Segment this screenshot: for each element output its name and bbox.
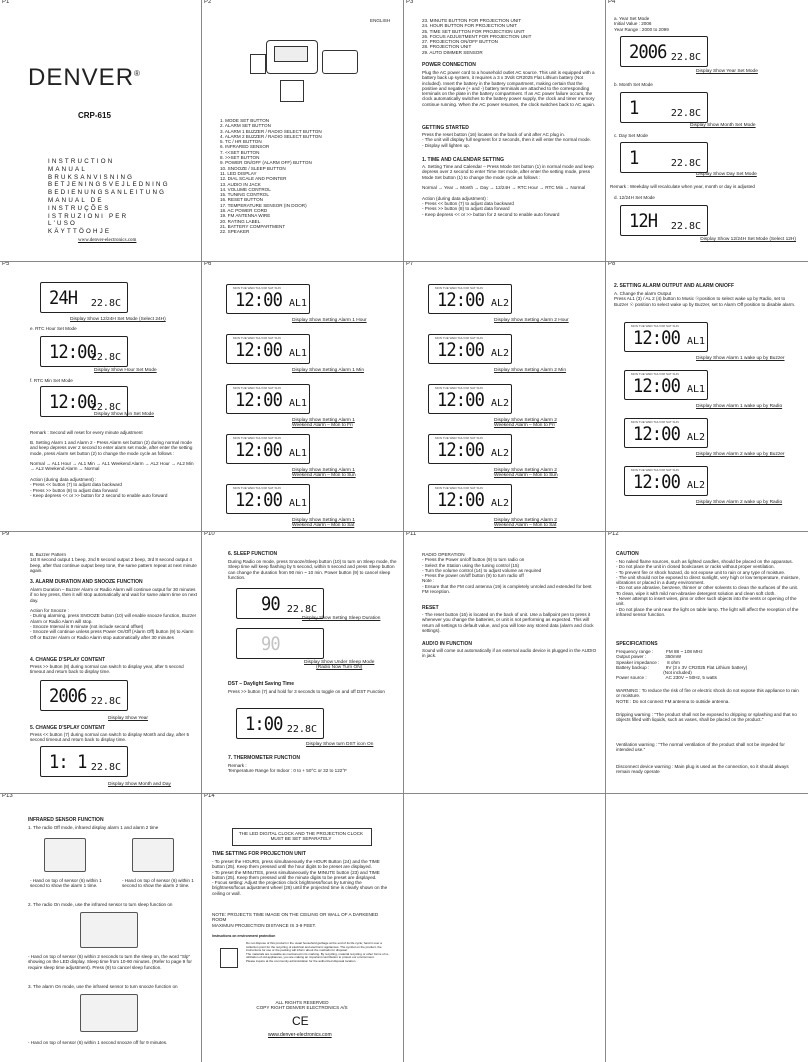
parts-list-2: 23. MINUTE BUTTON FOR PROJECTION UNIT 24. HOUR BUTTON FOR PROJECTION UNIT 25. TIME SET BUTTON FOR PROJECTION UNIT 26. FOCUS ADJUSTMENT FOR PROJECTION UNIT 27. PROJECTION ON/OFF BUTTON 28. PROJECTION UNIT 29. AUTO DIMMER SENSOR bbox=[422, 18, 532, 55]
weekday-indicators: MON TUE WED THU FRI SAT SUN bbox=[233, 336, 281, 340]
hand-sensor-icon bbox=[44, 838, 86, 872]
lcd-alarm-label: AL1 bbox=[289, 448, 308, 459]
lcd-alarm-label: AL2 bbox=[491, 498, 510, 509]
caption: Display Show Hour Set Mode bbox=[94, 368, 157, 373]
lcd-time: 12:00 bbox=[437, 289, 484, 311]
projection-heading: TIME SETTING FOR PROJECTION UNIT bbox=[212, 851, 306, 857]
lcd-alarm-label: AL2 bbox=[491, 298, 510, 309]
rtc-min-text: f. RTC Min Set Mode bbox=[30, 378, 73, 383]
lcd-value: 1:00 bbox=[245, 713, 283, 735]
day-mode-text: c. Day Set Mode bbox=[614, 133, 648, 138]
dst-heading: DST – Daylight Saving Time bbox=[228, 681, 295, 687]
ventilation-warning: Ventilation warning : "The normal ventilation of the product shall not be impeded for intended use." bbox=[616, 742, 785, 753]
weekday-indicators: MON TUE WED THU FRI SAT SUN bbox=[435, 386, 483, 390]
time-heading: 1. TIME AND CALENDAR SETTING bbox=[422, 157, 505, 163]
manual-lang: ISTRUZIONI PER L'USO bbox=[48, 212, 129, 228]
manual-lang: INSTRUCTION MANUAL bbox=[48, 158, 115, 173]
env-text: Do not dispose of this product in the usual household garbage at the end of its life cycle; hand it over a collection point for the recycling of electrical and electronic appliances. The symbol on the product, the instructions for use or the packing will inform about the methods for disposal. The materials are reusable as mentioned in its marking. By recycling, material recycling or other forms of re-utilization of old appliances, you are making an important contribution to protect our environment. Please inquire at the community administration for the authorized disposal location. bbox=[246, 941, 390, 963]
projection-note: NOTE: PROJECTS TIME IMAGE ON THE CEILING OR WALL OF A DARKENED ROOM MAXIMUN PROJECTION DISTANCE IS 3-9 FEET. bbox=[212, 912, 379, 928]
lcd-alarm bbox=[226, 284, 310, 314]
page-p12 bbox=[606, 532, 808, 794]
manual-lang: MANUAL DE INSTRUÇÕES bbox=[48, 196, 111, 212]
lcd-alarm bbox=[624, 322, 708, 352]
reset-text: - The reset button (16) is located on the back of unit. Use a ballpoint pen to press it whenever you change the batteries, or unit is not performing as expected. This will return all settings to default value, and you will lose any stored data (alarm and clock settings). bbox=[422, 612, 594, 633]
lcd-value: 90 bbox=[261, 633, 280, 655]
lcd-temp: 22.8C bbox=[90, 298, 121, 309]
notice-text: THE LED DIGITAL CLOCK AND THE PROJECTION CLOCK MUST BE SET SEPARATELY bbox=[238, 831, 364, 842]
weekday-indicators: MON TUE WED THU FRI SAT SUN bbox=[233, 436, 281, 440]
lcd-temp: 22.8C bbox=[286, 724, 317, 735]
lcd-value: 90 bbox=[261, 593, 280, 615]
lcd-month bbox=[620, 92, 708, 123]
caption: Display Show Year bbox=[108, 716, 148, 721]
weekday-indicators: MON TUE WED THU FRI SAT SUN bbox=[631, 420, 679, 424]
weekday-indicators: MON TUE WED THU FRI SAT SUN bbox=[631, 324, 679, 328]
denver-logo bbox=[28, 64, 141, 92]
lcd-time: 12:00 bbox=[235, 439, 282, 461]
lcd-value: 1 bbox=[629, 147, 639, 169]
alarm-duration-heading: 3. ALARM DURATION AND SNOOZE FUNCTION bbox=[30, 579, 143, 585]
language-label: ENGLISH bbox=[370, 18, 391, 23]
lcd-value: 12:00 bbox=[49, 341, 96, 363]
sleep-text: During Radio on mode, press Snooze/Sleep button (10) to turn on Sleep mode, the Sleep time will keep flashing by 5 second, within 5 second and press Sleep button can change the duration from 90 min ~ 10 min. Power button (9) to cancel sleep function. bbox=[228, 559, 397, 580]
lcd-24h bbox=[40, 282, 128, 313]
lcd-time: 12:00 bbox=[437, 489, 484, 511]
model-number: CRP-615 bbox=[78, 111, 111, 120]
website-link[interactable]: www.denver-electronics.com bbox=[78, 238, 137, 243]
lcd-under-sleep bbox=[236, 628, 324, 659]
page-label: P13 bbox=[2, 794, 13, 799]
alarm-setting-text: B. Setting Alarm 1 and Alarm 2 - Press Alarm set button (2) during normal mode and keep depress over 2 second to enter alarm set mode, after enter the setting mode, press Alarm set button (2) to change the mode cycle as follows : Normal → AL1 Hour → AL1 Min → AL1 Weekend Alarm → AL2 Hour → AL2 Min → AL2 Weekend Alarm → Normal Action (during data adjustment) : - Press << button (7) to adjust data backward - Press >> button (8) to adjust data forward - Keep depress << or >> button for 2 second to enable auto forward bbox=[30, 440, 194, 498]
weekday-indicators: MON TUE WED THU FRI SAT SUN bbox=[233, 286, 281, 290]
page-label: P9 bbox=[2, 532, 10, 537]
weee-bin-icon bbox=[220, 948, 238, 968]
caption: Display Show Setting Alarm 2 Hour bbox=[494, 318, 569, 323]
change-display-heading: 4. CHANGE D'SPLAY CONTENT bbox=[30, 657, 106, 663]
page-p6 bbox=[202, 262, 404, 532]
lcd-value: 1 bbox=[629, 97, 639, 119]
lcd-time: 12:00 bbox=[633, 471, 680, 493]
page-label: P8 bbox=[608, 262, 616, 267]
alarm-duration-text: Alarm Duration – Buzzer Alarm or Radio Alarm will continue output for 30 minutes if no key press, then it will stop automatically and wait for same alarm time on next day. Action for Snooze : - During alarming, press SNOOZE button (10) will enable snooze function, Buzzer Alarm or Radio Alarm will stop. - Snooze Interval is 9 minute (not include second offset) - Snooze will continue unless press Power On/Off (Alarm Off) button (9) to Alarm Off or Buzzer Alarm or Radio Alarm stop automatically after 30 minutes bbox=[30, 587, 197, 640]
weekday-indicators: MON TUE WED THU FRI SAT SUN bbox=[631, 468, 679, 472]
page-label: P6 bbox=[204, 262, 212, 267]
ir-step2-text: - Hand on top of sensor (6) within 2 seconds to turn the sleep on, the word "Slp" showing on the LED display. Sleep time from 10-90 minutes. (Refer to page 9 for require sleep time adjustment). Press (9) to cancel sleep function. bbox=[28, 954, 192, 970]
registered-mark: ® bbox=[134, 69, 141, 78]
lcd-temp: 22.8C bbox=[90, 352, 121, 363]
lcd-temp: 22.8C bbox=[670, 221, 701, 232]
page-label: P4 bbox=[608, 0, 616, 5]
weekday-indicators: MON TUE WED THU FRI SAT SUN bbox=[631, 372, 679, 376]
website-link[interactable]: www.denver-electronics.com bbox=[268, 1032, 332, 1038]
lcd-month-day bbox=[40, 746, 128, 777]
caption: Display Show Setting Alarm 1 Hour bbox=[292, 318, 367, 323]
h12-mode-text: d. 12/24H Set Mode bbox=[614, 195, 655, 200]
lcd-temp: 22.8C bbox=[670, 52, 701, 63]
rights-text: ALL RIGHTS RESERVED COPY RIGHT DENVER ELECTRONICS A/S bbox=[256, 1000, 348, 1011]
page-p3 bbox=[404, 0, 606, 262]
lcd-value: 1: 1 bbox=[49, 751, 87, 773]
page-p5 bbox=[0, 262, 202, 532]
lcd-temp: 22.8C bbox=[670, 158, 701, 169]
lcd-year bbox=[40, 680, 128, 711]
manual-lang: BEDIENUNGSANLEITUNG bbox=[48, 189, 167, 197]
audio-heading: AUD!O IN FUNCTION bbox=[422, 641, 472, 647]
lcd-sleep bbox=[236, 588, 324, 619]
weekday-remark: Remark : Weekday will recalculate when year, month or day is adjusted bbox=[610, 184, 755, 189]
ir-step1-a: - Hand on top of sensor (6) within 1 second to show the alarm 1 time. bbox=[30, 878, 102, 889]
page-label: P10 bbox=[204, 532, 215, 537]
manual-lang: KÄYTTÖOHJE bbox=[48, 228, 112, 236]
lcd-alarm-label: AL2 bbox=[687, 432, 706, 443]
year-mode-text: a. Year Set Mode Initial Value : 2006 Year Range : 2000 to 2099 bbox=[614, 16, 669, 32]
manual-lang: BETJENINGSVEJLEDNING bbox=[48, 181, 170, 189]
lcd-value: 12H bbox=[629, 210, 658, 232]
caption: Display Show Setting Alarm 1 Weekend Alarm – Mon to Sun bbox=[292, 468, 356, 478]
projection-text: - To preset the HOURS, press simultaneously the HOUR Button (24) and the TIME button (25). Keep them pressed until the hour digits to be preset are displayed. - To preset the MINUTES, press simultaneously the MINUTE button (23) and TIME button (25). Keep them pressed until the minute digits to be preset are displayed. - Focus setting: Adjust the projection clock brightness/focus by turning the brightness/focus adjustment wheel (26) until the projected time is clearly shown on the ceiling or wall. bbox=[212, 859, 388, 896]
time-text: A. Setting Time and Calendar – Press Mode Set button (1) in normal mode and keep depress over 2 second to enter Time Set mode, after enter the setting mode, press Mode Set button (1) to change the mode cycle as follows : Normal → Year → Month → Day → 12/24H → RTC Hour → RTC Min → Normal Action (during data adjustment) : - Press << button (7) to adjust data backward - Press >> button (8) to adjust data forward - Keep depress << or >> button for 2 second to enable auto forward bbox=[422, 164, 594, 217]
page-p8 bbox=[606, 262, 808, 532]
caption: Display Show Year Set Mode bbox=[696, 69, 758, 74]
ir-step2: 2. The radio On mode, use the infrared sensor to turn sleep function on bbox=[28, 902, 173, 907]
page-p14 bbox=[202, 794, 404, 1062]
lcd-alarm bbox=[226, 334, 310, 364]
lcd-time: 12:00 bbox=[633, 327, 680, 349]
lcd-alarm-label: AL2 bbox=[491, 448, 510, 459]
ir-heading: INFRARED SENSOR FUNCTION bbox=[28, 817, 104, 823]
lcd-rtc-hour bbox=[40, 336, 128, 367]
warning-text: WARNING : To reduce the risk of fire or electric shock do not expose this appliance to rain or moisture. NOTE : Do not connect FM antenna to outside antenna. bbox=[616, 688, 799, 704]
page-blank-2 bbox=[606, 794, 808, 1062]
caption: Display Show Setting Alarm 1 Weekend Alarm – Mon to Fri bbox=[292, 418, 355, 428]
caption: Display Show Setting Alarm 2 Min bbox=[494, 368, 566, 373]
lcd-alarm-label: AL2 bbox=[687, 480, 706, 491]
lcd-alarm bbox=[624, 370, 708, 400]
page-p13 bbox=[0, 794, 202, 1062]
page-label: P14 bbox=[204, 794, 215, 799]
lcd-time: 12:00 bbox=[437, 339, 484, 361]
lcd-alarm-label: AL1 bbox=[289, 398, 308, 409]
caption: Display Show 12/24H Set Mode (Select 12H) bbox=[700, 237, 796, 242]
spec-heading: SPECIFICATIONS bbox=[616, 641, 658, 647]
page-p10 bbox=[202, 532, 404, 794]
lcd-value: 2006 bbox=[629, 41, 667, 63]
reset-heading: RESET bbox=[422, 605, 439, 611]
snooze-display-icon bbox=[80, 994, 138, 1032]
caption: Display Show Alarm 1 wake up by Radio bbox=[696, 404, 783, 409]
caption: Display Show Setting Alarm 2 Weekend Alarm – Mon to Fri bbox=[494, 418, 557, 428]
change-display-text: Press >> button (8) during normal can switch to display year, after 5 second timeout and return back to display time. bbox=[30, 664, 184, 675]
lcd-alarm bbox=[428, 384, 512, 414]
lcd-temp: 22.8C bbox=[286, 604, 317, 615]
page-p4 bbox=[606, 0, 808, 262]
thermo-heading: 7. THERMOMETER FUNCTION bbox=[228, 755, 300, 761]
start-heading: GETTING STARTED bbox=[422, 125, 469, 131]
caption: Display Show Alarm 2 wake up by Buzzer bbox=[696, 452, 785, 457]
caption: Display Show Alarm 1 wake up by Buzzer bbox=[696, 356, 785, 361]
power-heading: POWER CONNECTION bbox=[422, 62, 476, 68]
radio-text: RADIO OPERATION - Press the Power on/off button (9) to turn radio on - Select the Station using the tuning control (15) - Turn the volume control (14) to adjust volume as required - Press the power on/off button (9) to turn radio off Note : - Ensure that the FM cord antenna (19) is completely unroled and extended for best FM reception. bbox=[422, 552, 592, 595]
lcd-alarm bbox=[428, 434, 512, 464]
page-label: P1 bbox=[2, 0, 10, 5]
page-p7 bbox=[404, 262, 606, 532]
caption: Display Show Setting Alarm 1 Weekend Alarm – Mon to Sat bbox=[292, 518, 355, 528]
page-label: P12 bbox=[608, 532, 619, 537]
caption: Display Show Month and Day bbox=[108, 782, 171, 787]
lcd-time: 12:00 bbox=[633, 375, 680, 397]
lcd-alarm bbox=[428, 334, 512, 364]
lcd-temp: 22.8C bbox=[90, 402, 121, 413]
disconnect-warning: Disconnect device warning : Main plug is used as the connection, so it should always remain ready operate bbox=[616, 764, 789, 775]
thermo-text: Remark : Temperature Range for Indoor : 0 to + 50°C or 32 to 122°F bbox=[228, 763, 347, 774]
page-label: P3 bbox=[406, 0, 414, 5]
caption: Display Show 12/24H Set Mode (Select 24H) bbox=[70, 317, 166, 322]
env-heading: Instructions on environment protection bbox=[212, 934, 276, 938]
buzzer-pattern: B. Buzzer Pattern 1st 8 second output 1 beep, 2nd 8 second output 2 beep, 3rd 8 second output 4 beep, after that continue output beep tone, the same pattern repeat at next minute again. bbox=[30, 552, 197, 573]
ir-step1: 1. The radio Off mode, infrared display alarm 1 and alarm 2 time bbox=[28, 825, 159, 830]
lcd-time: 12:00 bbox=[235, 389, 282, 411]
audio-text: Sound will come out automatically if an external audio device is plugged in the AUDIO in jack. bbox=[422, 648, 597, 659]
weekday-indicators: MON TUE WED THU FRI SAT SUN bbox=[233, 486, 281, 490]
lcd-value: 2006 bbox=[49, 685, 87, 707]
page-p11 bbox=[404, 532, 606, 794]
sleep-heading: 6. SLEEP FUNCTION bbox=[228, 551, 278, 557]
lcd-temp: 22.8C bbox=[670, 108, 701, 119]
start-text: Press the reset button (16) locates on the back of unit after AC plug in. - The unit will display full segment for 2 seconds, then it will enter the normal mode. - Display will lighten up. bbox=[422, 132, 591, 148]
caption: Display Show Setting Alarm 2 Weekend Alarm – Mon to Sun bbox=[494, 468, 558, 478]
lcd-year bbox=[620, 36, 708, 67]
lcd-alarm-label: AL1 bbox=[687, 336, 706, 347]
dripping-warning: Dripping warning : "The product shall not be exposed to dripping or splashing and that no objects filled with liquids, such as vases, shall be placed on the product." bbox=[616, 712, 797, 723]
page-blank-1 bbox=[404, 794, 606, 1062]
lcd-dst bbox=[236, 708, 324, 739]
caution-heading: CAUTION bbox=[616, 551, 639, 557]
change-display-text-2: Press << button (7) during normal can switch to display Month and day, after 5 second timeout and return back to display time. bbox=[30, 732, 189, 743]
lcd-time: 12:00 bbox=[235, 339, 282, 361]
lcd-time: 12:00 bbox=[633, 423, 680, 445]
lcd-time: 12:00 bbox=[235, 289, 282, 311]
lcd-12h bbox=[620, 205, 708, 236]
ir-step3: 3. The alarm On mode, use the infrared sensor to turn snooze function on bbox=[28, 984, 178, 989]
lcd-day bbox=[620, 142, 708, 173]
lcd-alarm bbox=[226, 434, 310, 464]
lcd-time: 12:00 bbox=[235, 489, 282, 511]
power-text: Plug the AC power cord to a household outlet AC source. This unit is equipped with a battery back up system, it requires a 3 x 3Volt CR2025 Flat Lithium battery (Not included). Insert the battery in the battery compartment, making certain that the positive and negative (+ and -) battery terminals are attached to the corresponding terminals on the plate in the battery compartment. If an AC power failure occurs, the clock automatically switches to the battery power supply, the clock and timer memory continue running. When the AC power resumes, the clock switches back to AC again. bbox=[422, 70, 596, 107]
parts-list: 1. MODE SET BUTTON 2. ALARM SET BUTTON 3. ALARM 1 BUZZER / RADIO SELECT BUTTON 4. ALARM 2 BUZZER / RADIO SELECT BUTTON 5. TC / HR BUTTON 6. INFRARED SENSOR 7. <<SET BUTTON 8. >>SET BUTTON 9. POWER ON/OFF (ALARM OFF) BUTTON 10. SNOOZE / SLEEP BUTTON 11. LED DISPLAY 12. DIAL SCALE AND POINTER 13. AUDIO IN JACK 14. VOLUME CONTROL 15. TUNING CONTROL 16. RESET BUTTON 17. TEMPERATURE SENSOR (IN DOOR) 18. AC POWER CORD 19. FM ANTENNA WIRE 20. RATING LABEL 21. BATTERY COMPARTMENT 22. SPEAKER bbox=[220, 118, 322, 235]
lcd-alarm bbox=[226, 484, 310, 514]
weekday-indicators: MON TUE WED THU FRI SAT SUN bbox=[435, 436, 483, 440]
ir-step3-text: - Hand on top of sensor (6) within 1 second snooze off for 9 minutes. bbox=[28, 1040, 168, 1045]
change-display-heading-2: 5. CHANGE D'SPLAY CONTENT bbox=[30, 725, 106, 731]
lcd-alarm-label: AL1 bbox=[289, 348, 308, 359]
rtc-hour-text: e. RTC Hour Set Mode bbox=[30, 326, 77, 331]
caption: Display Show Min Set Mode bbox=[94, 412, 154, 417]
lcd-value: 12:00 bbox=[49, 391, 96, 413]
device-diagram bbox=[248, 28, 358, 108]
weekday-indicators: MON TUE WED THU FRI SAT SUN bbox=[435, 286, 483, 290]
lcd-value: 24H bbox=[49, 287, 78, 309]
lcd-time: 12:00 bbox=[437, 439, 484, 461]
caption: Display Show Under Sleep Mode (Radio Now Turn ON) bbox=[304, 660, 375, 670]
dst-text: Press >> button (7) and hold for 3 seconds to toggle on and off DST Function bbox=[228, 689, 385, 694]
weekday-indicators: MON TUE WED THU FRI SAT SUN bbox=[435, 486, 483, 490]
sleep-display-icon bbox=[80, 912, 138, 948]
lcd-alarm-label: AL2 bbox=[491, 348, 510, 359]
lcd-alarm-label: AL1 bbox=[289, 498, 308, 509]
caption: Display Show Setting Alarm 2 Weekend Alarm – Mon to Sat bbox=[494, 518, 557, 528]
manual-languages bbox=[48, 158, 170, 236]
lcd-alarm bbox=[624, 466, 708, 496]
page-p2 bbox=[202, 0, 404, 262]
lcd-alarm bbox=[624, 418, 708, 448]
weekday-indicators: MON TUE WED THU FRI SAT SUN bbox=[233, 386, 281, 390]
ir-step1-b: - Hand on top of sensor (6) within 1 second to show the alarm 2 time. bbox=[122, 878, 194, 889]
ce-mark: CE bbox=[292, 1014, 309, 1028]
spec-text: Frequency range : FM 88 ~ 108 MHz Output power : 350mW Speaker impedance : 8 ohm Battery backup : 9V (3 x 3V CR2025 Flat Lithium battery) (Not included) Power source : AC 230V ~ 50Hz, 5 watts bbox=[616, 649, 748, 681]
lcd-alarm-label: AL1 bbox=[687, 384, 706, 395]
lcd-alarm-label: AL1 bbox=[289, 298, 308, 309]
caution-text: - No naked flame sources, such as lighted candles, should be placed on the apparatus. - Do not place the unit in closed bookcases or racks without proper ventilation. - To prevent fire or shock hazard, do not expose unit to rain or any type of moisture. - The unit should not be exposed to direct sunlight, very high or low temperature, moisture, vibrations or placed in a dusty environment. - Do not use abrasive, benzene, thinner or other solvents to clean the surfaces of the unit. To clean, wipe it with mild non-abrasive detergent solution and clean soft cloth. - Never attempt to insert wires, pins or other such objects into the vents or opening of the unit. - Do not place the unit near the light on table lamp. The light will affect the reception of the infrared sensor function. bbox=[616, 559, 800, 617]
page-label: P7 bbox=[406, 262, 414, 267]
caption: Display Show Month Set Mode bbox=[690, 123, 756, 128]
alarm-output-text: A. Change the alarm Output Press AL1 (3) / AL 2 (4) button to Music ☉position to select wake up by Radio, set to Buzzer ☉ position to select wake up by Buzzer, set to Alarm Off position to disable alarm. bbox=[614, 291, 796, 307]
lcd-alarm bbox=[226, 384, 310, 414]
alarm-output-heading: 2. SETTING ALARM OUTPUT AND ALARM ON/OFF bbox=[614, 283, 734, 289]
lcd-alarm bbox=[428, 484, 512, 514]
manual-lang: BRUKSANVISNING bbox=[48, 173, 135, 181]
second-remark: Remark : Second will reset for every minute adjustment bbox=[30, 430, 143, 435]
hand-sensor-icon bbox=[132, 838, 174, 872]
lcd-temp: 22.8C bbox=[90, 696, 121, 707]
month-mode-text: b. Month Set Mode bbox=[614, 82, 653, 87]
caption: Display Show Setting Alarm 1 Min bbox=[292, 368, 364, 373]
lcd-temp: 22.8C bbox=[90, 762, 121, 773]
caption: Display Show Setting Sleep Duration bbox=[302, 616, 381, 621]
caption: Display Show Day Set Mode bbox=[696, 172, 757, 177]
caption: Display Show turn DST icon On bbox=[306, 742, 374, 747]
page-p9 bbox=[0, 532, 202, 794]
lcd-alarm-label: AL2 bbox=[491, 398, 510, 409]
lcd-time: 12:00 bbox=[437, 389, 484, 411]
logo-text: DENVER bbox=[28, 64, 135, 91]
caption: Display Show Alarm 2 wake up by Radio bbox=[696, 500, 783, 505]
weekday-indicators: MON TUE WED THU FRI SAT SUN bbox=[435, 336, 483, 340]
page-label: P2 bbox=[204, 0, 212, 5]
page-p1 bbox=[0, 0, 202, 262]
page-label: P5 bbox=[2, 262, 10, 267]
page-label: P11 bbox=[406, 532, 417, 537]
lcd-alarm bbox=[428, 284, 512, 314]
